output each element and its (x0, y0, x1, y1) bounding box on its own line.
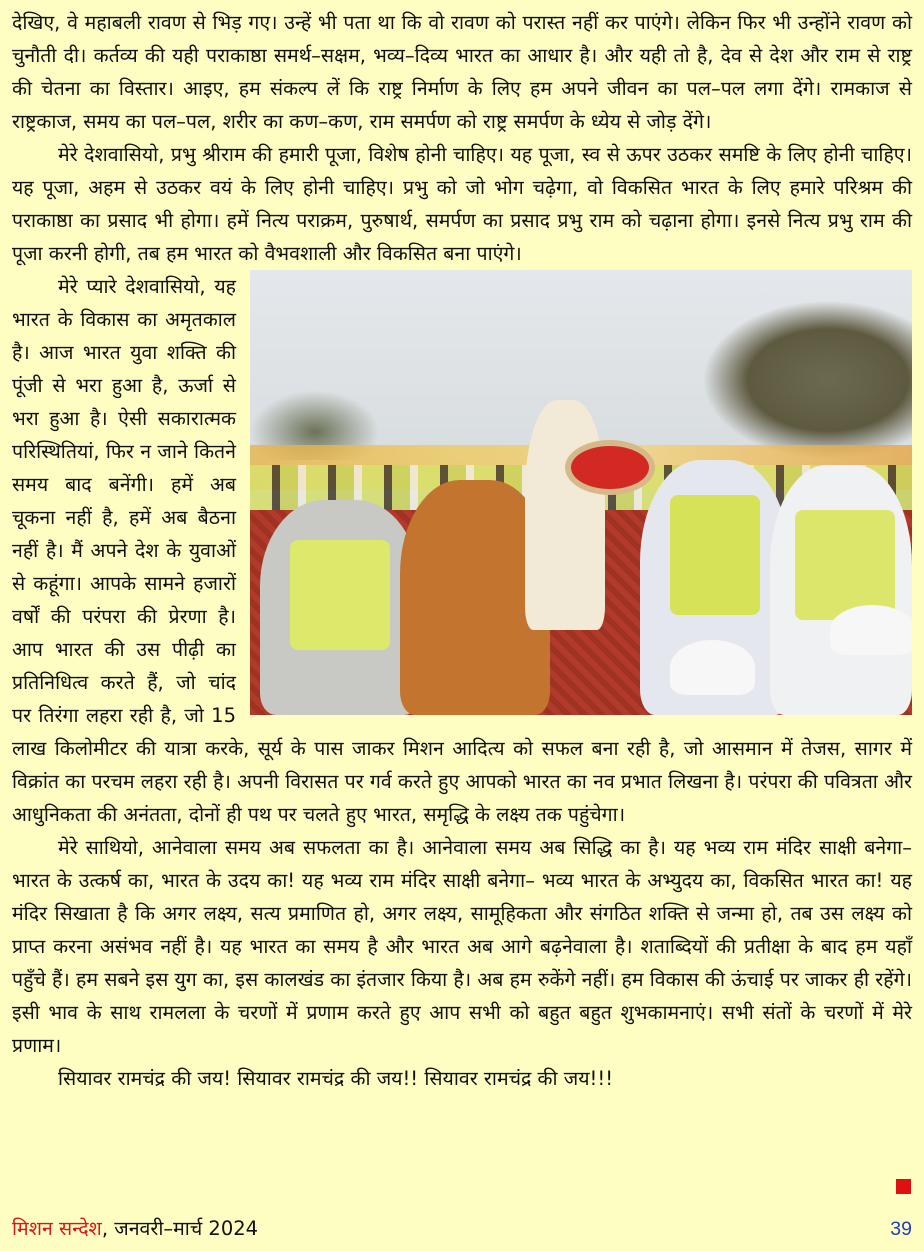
paragraph-2: मेरे देशवासियो, प्रभु श्रीराम की हमारी पूजा, विशेष होनी चाहिए। यह पूजा, स्व से ऊपर उठकर समष्टि के लिए होनी चाहिए। यह पूजा, अहम से उठकर वयं के लिए होनी चाहिए। प्रभु को जो भोग चढ़ेगा, वो विकसित भारत के लिए हमारे परिश्रम की पराकाष्ठा का प्रसाद भी होगा। हमें नित्य पराक्रम, पुरुषार्थ, समर्पण का प्रसाद प्रभु राम को चढ़ाना होगा। इनसे नित्य प्रभु राम की पूजा करनी होगी, तब हम भारत को वैभवशाली और विकसित बना पाएंगे। (12, 143, 912, 265)
event-photo (250, 270, 912, 715)
paragraph-5: सियावर रामचंद्र की जय! सियावर रामचंद्र की जय!! सियावर रामचंद्र की जय!!! (58, 1067, 614, 1090)
article-body (12, 6, 912, 1095)
paragraph-3: मेरे प्यारे देशवासियो, यह भारत के विकास का अमृतकाल है। आज भारत युवा शक्ति की पूंजी से भरा हुआ है, ऊर्जा से भरा हुआ है। ऐसी सकारात्मक परिस्थितियां, फिर न जाने कितने समय बाद बनेंगी। हमें अब चूकना नहीं है, हमें अब बैठना नहीं है। मैं अपने देश के युवाओं से कहूंगा। आपके सामने हजारों वर्षों की परंपरा की प्रेरणा है। आप भारत की उस पीढ़ी का प्रतिनिधित्व करते हैं, जो चांद पर तिरंगा लहरा रही है, जो 15 लाख किलोमीटर की यात्रा करके, सूर्य के पास जाकर मिशन आदित्य को सफल बना रही है, जो आसमान में तेजस, सागर में विक्रांत का परचम लहरा रही है। अपनी विरासत पर गर्व करते हुए आपको भारत का नव प्रभात लिखना है। परंपरा की पवित्रता और आधुनिकता की अनंतता, दोनों ही पथ पर चलते हुए भारत, समृद्धि के लक्ष्य तक पहुंचेगा। (12, 275, 912, 826)
page-number: 39 (890, 1218, 912, 1240)
issue-date: , जनवरी–मार्च 2024 (101, 1217, 259, 1240)
paragraph-1: देखिए, वे महाबली रावण से भिड़ गए। उन्हें भी पता था कि वो रावण को परास्त नहीं कर पाएंगे। लेकिन फिर भी उन्होंने रावण को चुनौती दी। कर्तव्य की यही पराकाष्ठा समर्थ–सक्षम, भव्य–दिव्य भारत का आधार है। और यही तो है, देव से देश और राम से राष्ट्र की चेतना का विस्तार। आइए, हम संकल्प लें कि राष्ट्र निर्माण के लिए हम अपने जीवन का पल–पल लगा देंगे। रामकाज से राष्ट्रकाज, समय का पल–पल, शरीर का कण–कण, राम समर्पण को राष्ट्र समर्पण के ध्येय से जोड़ देंगे। (12, 11, 912, 133)
paragraph-4: मेरे साथियो, आनेवाला समय अब सफलता का है। आनेवाला समय अब सिद्धि का है। यह भव्य राम मंदिर साक्षी बनेगा– भारत के उत्कर्ष का, भारत के उदय का! यह भव्य राम मंदिर साक्षी बनेगा– भव्य भारत के अभ्युदय का, विकसित भारत का! यह मंदिर सिखाता है कि अगर लक्ष्य, सत्य प्रमाणित हो, अगर लक्ष्य, सामूहिकता और संगठित शक्ति से जन्मा हो, तब उस लक्ष्य को प्राप्त करना असंभव नहीं है। यह भारत का समय है और भारत अब आगे बढ़नेवाला है। शताब्दियों की प्रतीक्षा के बाद हम यहाँ पहुँचे हैं। हम सबने इस युग का, इस कालखंड का इंतजार किया है। अब हम रुकेंगे नहीं। हम विकास की ऊंचाई पर जाकर ही रहेंगे। इसी भाव के साथ रामलला के चरणों में प्रणाम करते हुए आप सभी को बहुत बहुत शुभकामनाएं। सभी संतों के चरणों में मेरे प्रणाम। (12, 836, 912, 1057)
publication-name: मिशन सन्देश (12, 1217, 102, 1240)
page-footer (12, 1214, 912, 1244)
end-mark-icon (896, 1179, 911, 1194)
